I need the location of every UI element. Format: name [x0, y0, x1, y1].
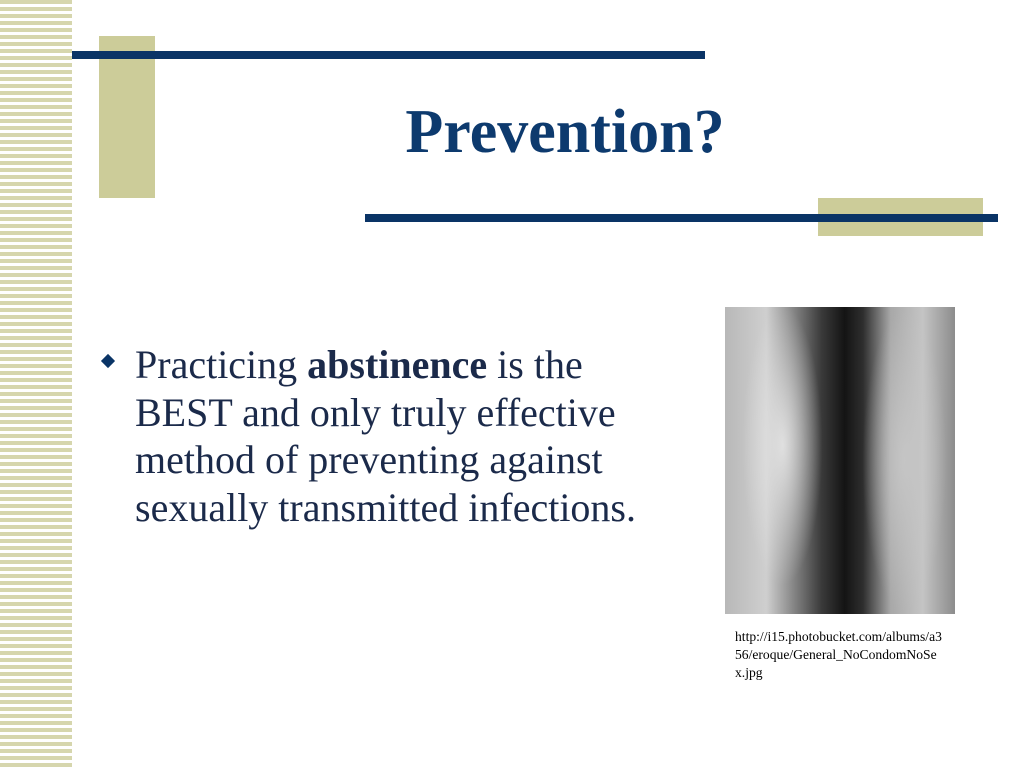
photo-caption — [735, 628, 942, 682]
decorative-stripes — [0, 0, 72, 768]
photo-caption-line: x.jpg — [735, 665, 763, 680]
bullet-text-before: Practicing — [135, 342, 308, 387]
diamond-bullet-icon — [101, 354, 115, 368]
slide-photo — [725, 307, 955, 614]
decorative-khaki-bar-left — [99, 36, 155, 198]
bullet-point — [135, 341, 645, 531]
decorative-navy-line-bottom — [365, 214, 998, 222]
bullet-emphasis: abstinence — [307, 342, 488, 387]
photo-caption-line: http://i15.photobucket.com/albums/a3 — [735, 629, 942, 644]
photo-caption-line: 56/eroque/General_NoCondomNoSe — [735, 647, 937, 662]
slide-title: Prevention? — [405, 98, 725, 166]
bullet-text-after: is the BEST and only truly effective method of preventing against sexually transmitted infections. — [135, 342, 636, 530]
decorative-navy-line-top — [72, 51, 705, 59]
